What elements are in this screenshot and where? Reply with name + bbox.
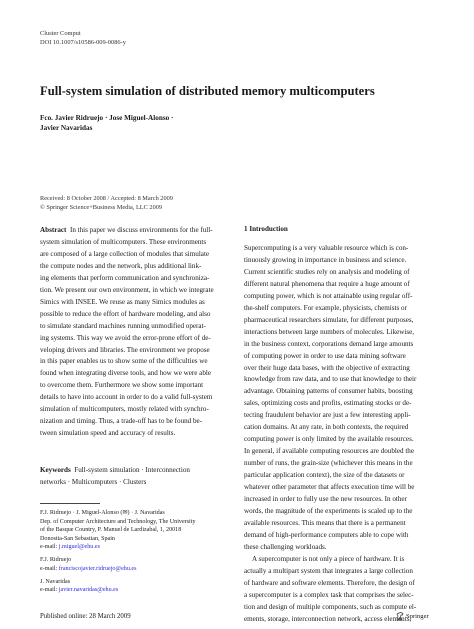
intro-line: tinuously growing in importance in business and science. xyxy=(244,255,407,264)
section-heading-introduction: 1 Introduction xyxy=(244,225,288,233)
intro-line: interactions between large numbers of molecules. Likewise, xyxy=(244,327,415,336)
intro-line: sales, optimizing costs and profits, estimating stocks or de- xyxy=(244,399,412,408)
affiliations xyxy=(40,509,232,599)
author-list xyxy=(40,113,173,133)
intro-line: tecting fraudulent behavior are just a few interesting appli- xyxy=(244,411,411,420)
email-line-1 xyxy=(40,543,232,552)
intro-line: advantage. Obtaining patterns of consumer habits, boosting xyxy=(244,387,413,396)
affiliation-block-ridruejo xyxy=(40,556,232,573)
keywords xyxy=(40,464,232,488)
published-date: Published online: 28 March 2009 xyxy=(40,613,131,620)
intro-line: whatever other parameter that affects execution time will be xyxy=(244,483,415,492)
abstract-line: system simulation of multicomputers. These environments xyxy=(40,237,207,246)
introduction-body xyxy=(244,243,436,626)
intro-line: computing power, which is not attainable using regular off- xyxy=(244,291,413,300)
keywords-line-2: networks · Multicomputers · Clusters xyxy=(40,478,147,486)
abstract-line: Simics with INSEE. We reuse as many Simics modules as xyxy=(40,297,205,306)
affiliation-authors: F.J. Ridruejo · J. Miguel-Alonso (✉) · J. Navaridas xyxy=(40,510,165,516)
authors-line-1: Fco. Javier Ridruejo · Jose Miguel-Alonso · xyxy=(40,114,174,122)
abstract-line: nization and timing. Thus, a trade-off has to be found be- xyxy=(40,417,203,426)
authors-line-2: Javier Navaridas xyxy=(40,124,93,132)
intro-line: actually a multipart system that integrates a large collection xyxy=(244,566,413,575)
keywords-text-1: Full-system simulation · Interconnection xyxy=(74,466,190,474)
abstract-line: ing systems. This way we avoid the error-prone effort of de- xyxy=(40,333,211,342)
keywords-line-1 xyxy=(40,464,232,476)
copyright: © Springer Science+Business Media, LLC 2009 xyxy=(40,204,163,211)
email-link-miguel[interactable]: j.miguel@ehu.es xyxy=(58,544,100,550)
abstract-line: tion. We present our own environment, in which we integrate xyxy=(40,285,214,294)
abstract-line: in this paper enables us to show some of the difficulties we xyxy=(40,357,208,366)
received-dates: Received: 8 October 2008 / Accepted: 8 March 2009 xyxy=(40,195,173,202)
abstract-label: Abstract xyxy=(40,226,67,234)
abstract-line: simulation of multicomputers, mostly related with synchro- xyxy=(40,405,209,414)
doi: DOI 10.1007/s10586-009-0086-y xyxy=(40,38,126,46)
springer-horse-icon xyxy=(396,612,404,621)
affiliation-name-ridruejo: F.J. Ridruejo xyxy=(40,557,72,563)
abstract-line: are composed of a large collection of modules that simulate xyxy=(40,249,210,258)
intro-line: cation domains. At any rate, in both contexts, the required xyxy=(244,423,409,432)
abstract-line: ing elements that perform communication and synchroniza- xyxy=(40,273,210,282)
intro-line: these challenging workloads. xyxy=(244,542,327,551)
intro-line: of computing power in order to use data mining software xyxy=(244,351,406,360)
intro-line: Current scientific studies rely on analysis and modeling of xyxy=(244,267,410,276)
email-link-ridruejo[interactable]: franciscojavier.ridruejo@ehu.es xyxy=(58,565,137,572)
intro-line: ements, storage, interconnection network, access elements, xyxy=(244,614,412,623)
affiliation-block-main xyxy=(40,509,232,552)
intro-line: tion and design of multiple components, such as compute el- xyxy=(244,602,417,611)
abstract-line: possible to reduce the effort of hardware modeling, and also xyxy=(40,309,211,318)
abstract-line: found when integrating diverse tools, and how we were able xyxy=(40,369,211,378)
intro-line: available resources. This means that there is a permanent xyxy=(244,518,406,527)
intro-line: In general, if available computing resources are doubled the xyxy=(244,447,414,456)
intro-line: A supercomputer is not only a piece of hardware. It is xyxy=(252,554,405,563)
intro-line: in the business context, corporations demand large amounts xyxy=(244,339,414,348)
affiliation-block-navaridas xyxy=(40,578,232,595)
email-label: e-mail: xyxy=(40,565,58,572)
abstract-line: to simulate standard machines running unmodified operat- xyxy=(40,321,206,330)
email-line-3 xyxy=(40,586,232,595)
received-info xyxy=(40,194,173,212)
abstract-line: veloping drivers and libraries. The environment we propose xyxy=(40,345,210,354)
abstract-line: the compute nodes and the network, plus additional link- xyxy=(40,261,202,270)
intro-line: over their huge data bases, with the objective of extracting xyxy=(244,363,410,372)
publisher-name: Springer xyxy=(406,613,429,620)
intro-line: the-shelf computers. For example, physicists, chemists or xyxy=(244,303,407,312)
email-label: e-mail: xyxy=(40,544,58,550)
intro-line: pharmaceutical researchers simulate, for different purposes, xyxy=(244,315,414,324)
intro-line: computing power is only limited by the available resources. xyxy=(244,435,414,444)
email-label: e-mail: xyxy=(40,587,58,593)
affiliation-name-navaridas: J. Navaridas xyxy=(40,578,71,585)
intro-line: knowledge from raw data, and to use that knowledge to their xyxy=(244,375,417,384)
footnote-divider xyxy=(40,503,100,504)
abstract-line: details to have into account in order to do a valid full-system xyxy=(40,393,213,402)
paper-title: Full-system simulation of distributed memory multicomputers xyxy=(40,84,375,98)
abstract-first-line xyxy=(40,225,232,237)
intro-line: a supercomputer is a complex task that comprises the selec- xyxy=(244,590,414,599)
intro-line: particular application context), the size of the datasets or xyxy=(244,471,405,480)
abstract-line: tween simulation speed and accuracy of results. xyxy=(40,429,176,438)
intro-line: number of runs, the grain-size (whichever this means in the xyxy=(244,459,413,468)
abstract xyxy=(40,225,232,440)
email-line-2 xyxy=(40,565,232,574)
intro-line: demand of high-performance computers able to cope with xyxy=(244,530,409,539)
intro-line: words, the magnitude of the experiments is scaled up to the xyxy=(244,506,413,515)
journal-header xyxy=(40,30,126,47)
intro-line: different natural phenomena that require a huge amount of xyxy=(244,279,410,288)
intro-line: Supercomputing is a very valuable resource which is con- xyxy=(244,244,409,252)
abstract-line: to overcome them. Furthermore we show some important xyxy=(40,381,204,390)
affiliation-dept: Dep. of Computer Architecture and Technology, The University xyxy=(40,518,196,525)
intro-line: of hardware and software elements. Therefore, the design of xyxy=(244,578,415,587)
abstract-first-text: In this paper we discuss environments for the full- xyxy=(69,226,213,234)
email-link-navaridas[interactable]: javier.navaridas@ehu.es xyxy=(58,587,119,593)
affiliation-city: Donostia-San Sebastian, Spain xyxy=(40,535,115,542)
publisher-logo xyxy=(396,612,429,621)
journal-name: Cluster Comput xyxy=(40,30,81,37)
keywords-label: Keywords xyxy=(40,466,71,474)
intro-line: increased in order to fully use the new resources. In other xyxy=(244,495,407,504)
affiliation-address: of the Basque Country, P. Manuel de Lardizabal, 1, 20018 xyxy=(40,527,182,533)
